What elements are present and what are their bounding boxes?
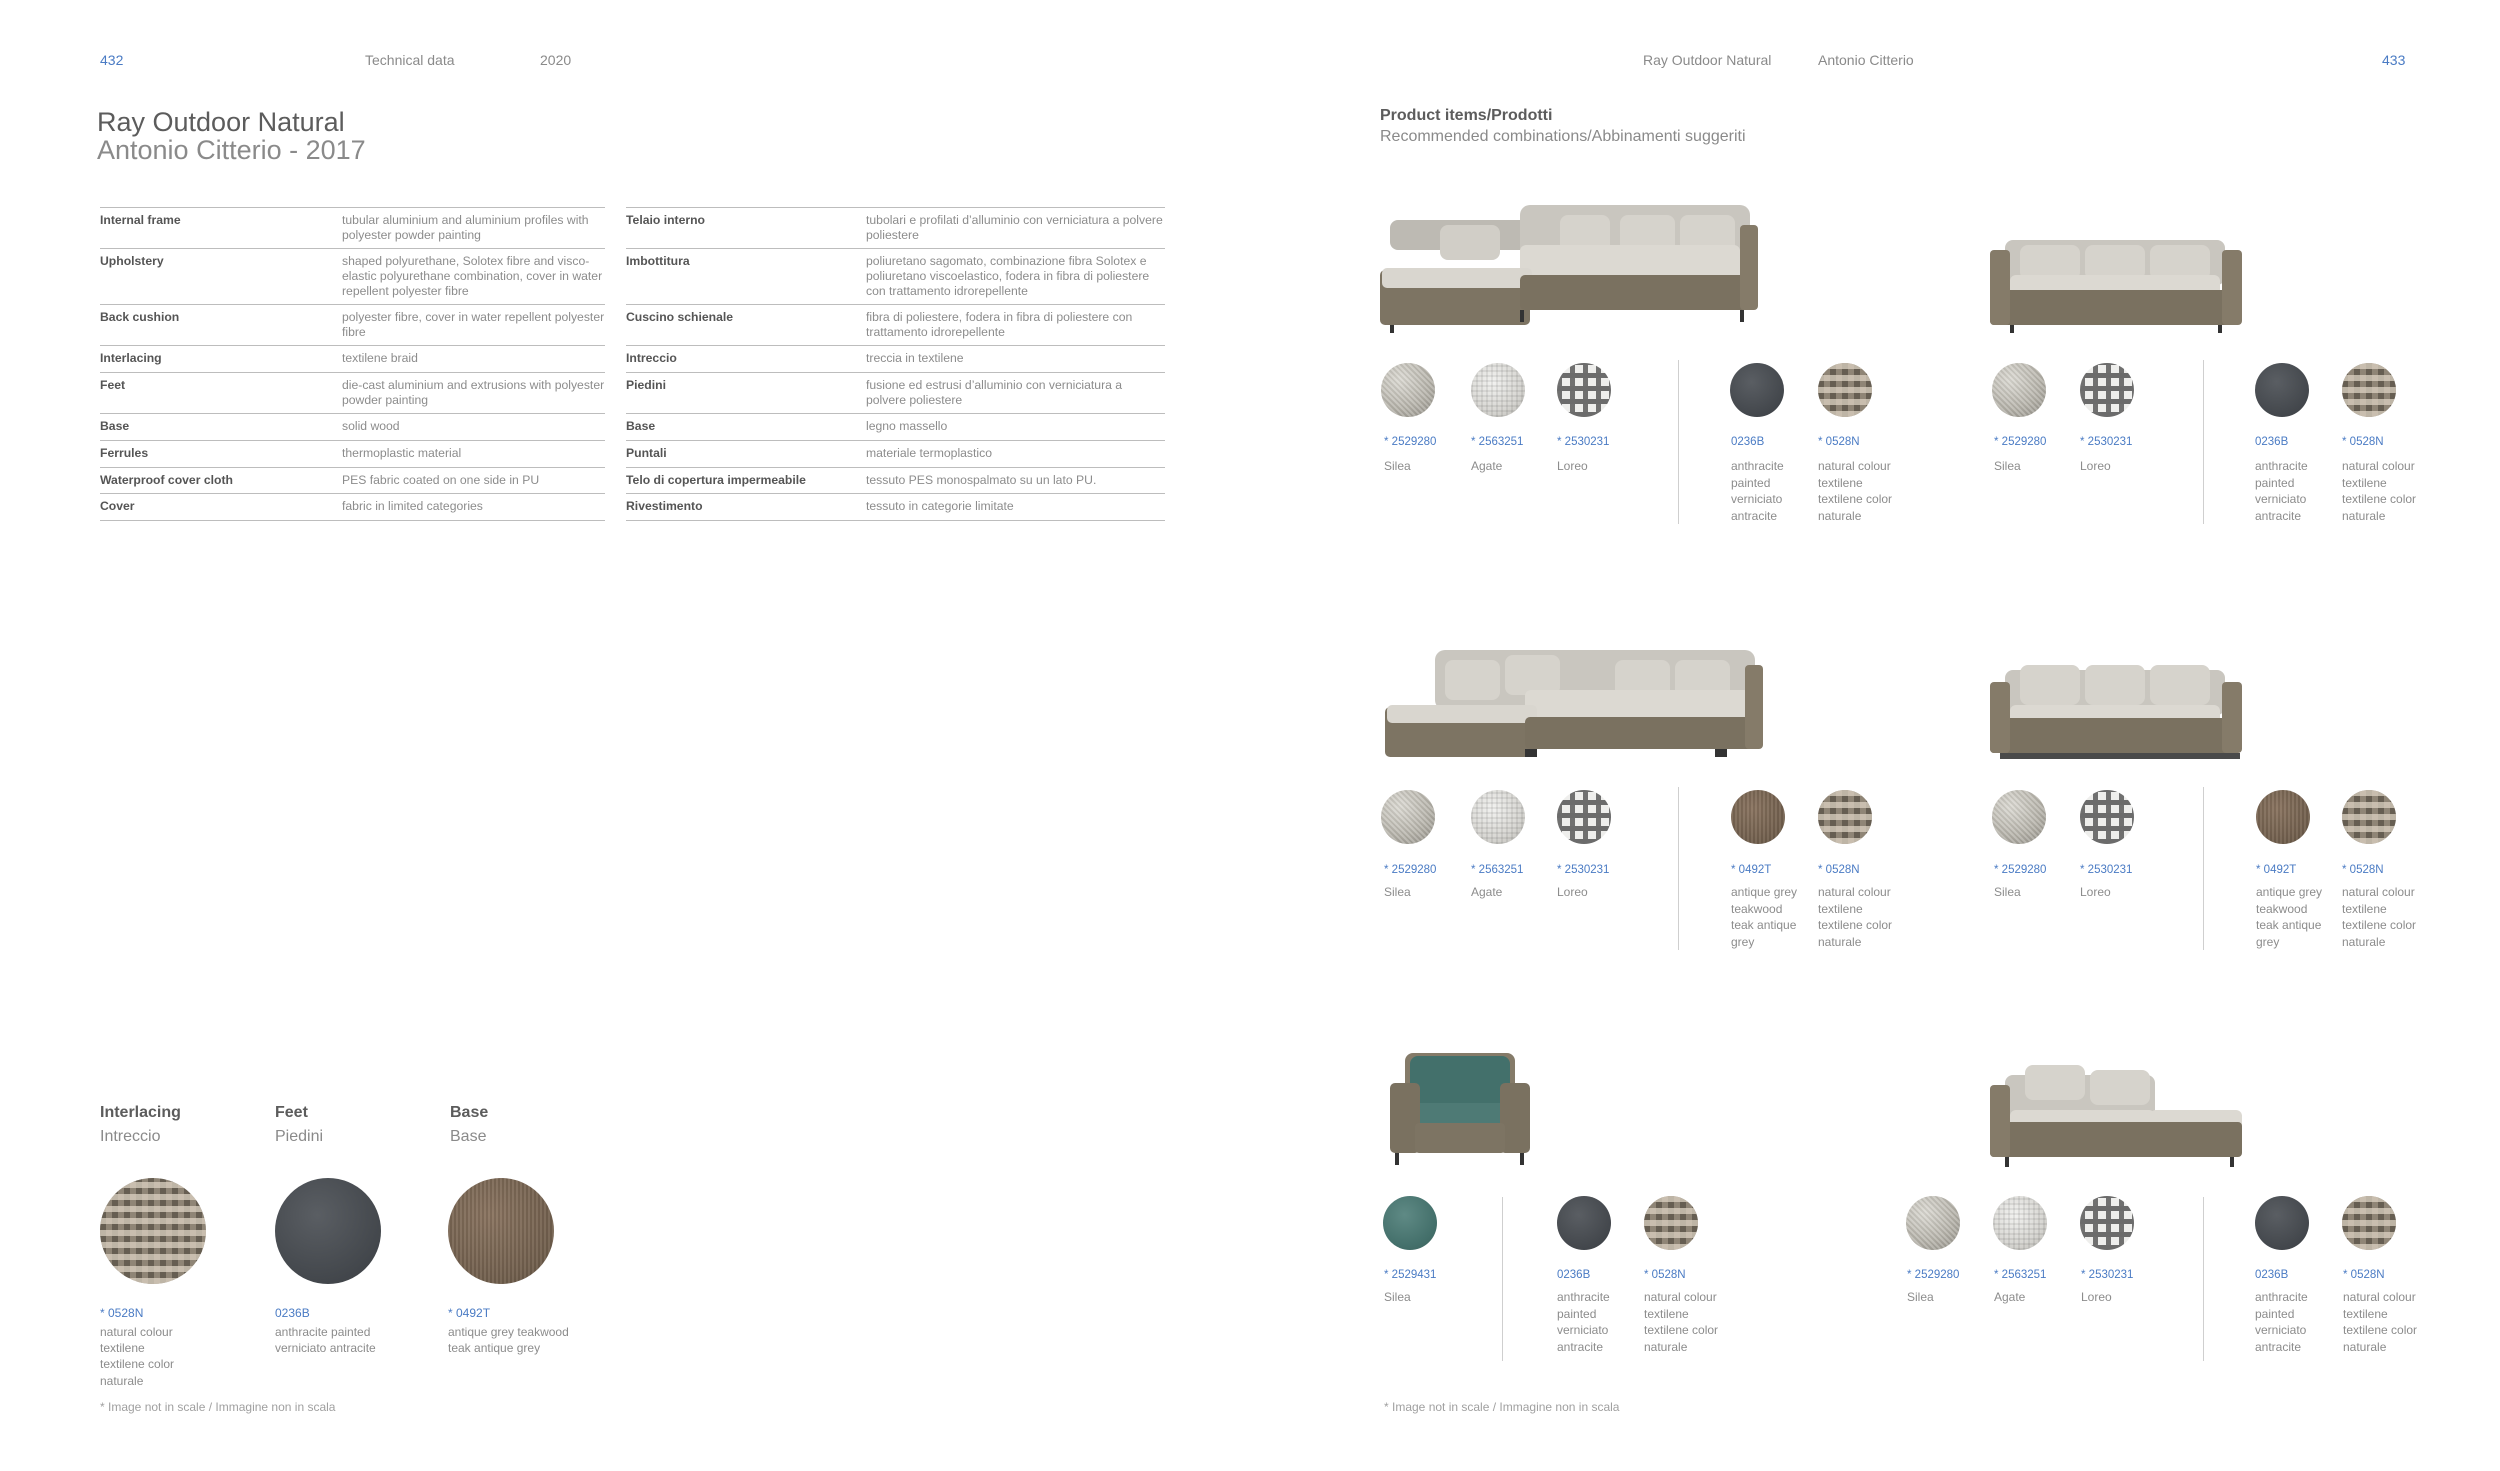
swatch-desc: natural colour textilene textilene color naturale	[2343, 1290, 2418, 1354]
finish-base	[450, 1104, 488, 1146]
swatch-desc: natural colour textilene textilene color naturale	[1818, 885, 1893, 949]
spec-label: Interlacing	[100, 346, 342, 373]
spec-value: polyester fibre, cover in water repellent polyester fibre	[342, 305, 605, 346]
page-number-left: 432	[100, 52, 124, 68]
spec-label: Rivestimento	[626, 494, 866, 521]
swatch-code: * 0528N	[1818, 864, 1860, 876]
swatch-code: 0236B	[1557, 1269, 1591, 1281]
swatch-loreo	[1557, 790, 1611, 844]
spec-row	[626, 346, 1165, 373]
year-label: 2020	[540, 52, 572, 68]
swatch-silea	[1992, 363, 2046, 417]
swatch-name: Silea	[1384, 1290, 1411, 1304]
swatch-agate	[1471, 790, 1525, 844]
swatch-anthracite	[2255, 1196, 2309, 1250]
spec-row	[626, 373, 1165, 414]
base-code: * 0492T	[448, 1306, 491, 1320]
corner-sofa-illustration-1	[1380, 200, 1765, 335]
spec-row	[100, 494, 605, 521]
spec-label: Piedini	[626, 373, 866, 414]
spec-value: legno massello	[866, 414, 1165, 441]
spec-label: Upholstery	[100, 249, 342, 305]
base-desc: antique grey teakwood teak antique grey	[448, 1325, 569, 1356]
swatch-code: * 0492T	[2256, 864, 2297, 876]
swatch-name: Loreo	[1557, 459, 1588, 473]
spec-row	[100, 441, 605, 468]
swatch-teak	[1731, 790, 1785, 844]
divider	[2203, 787, 2204, 950]
swatch-silea	[1381, 790, 1435, 844]
spec-value: materiale termoplastico	[866, 441, 1165, 468]
product-heading	[97, 108, 366, 165]
spec-row	[626, 494, 1165, 521]
spec-row	[626, 414, 1165, 441]
spec-row	[626, 305, 1165, 346]
spec-value: tubolari e profilati d’alluminio con verniciatura a polvere poliestere	[866, 208, 1165, 249]
spec-table-italian	[626, 207, 1165, 521]
spec-label: Internal frame	[100, 208, 342, 249]
swatch-agate	[1471, 363, 1525, 417]
section-label: Technical data	[365, 52, 455, 68]
swatch-code: * 2530231	[2080, 436, 2133, 448]
spec-label: Imbottitura	[626, 249, 866, 305]
swatch-code: * 2530231	[1557, 436, 1610, 448]
swatch-name: Loreo	[2080, 459, 2111, 473]
interlacing-swatch	[100, 1178, 206, 1284]
spec-value: treccia in textilene	[866, 346, 1165, 373]
swatch-loreo	[1557, 363, 1611, 417]
swatch-silea	[1992, 790, 2046, 844]
swatch-code: * 0492T	[1731, 864, 1772, 876]
finish-feet-subtitle: Piedini	[275, 1128, 324, 1145]
spec-value: tessuto PES monospalmato su un lato PU.	[866, 467, 1165, 494]
swatch-code: * 2530231	[1557, 864, 1610, 876]
footnote-left: * Image not in scale / Immagine non in scala	[100, 1400, 336, 1414]
swatch-desc: anthracite painted verniciato antracite	[2255, 1290, 2308, 1354]
swatch-natural	[1644, 1196, 1698, 1250]
swatch-agate	[1993, 1196, 2047, 1250]
spec-value: fibra di poliestere, fodera in fibra di poliestere con trattamento idrorepellente	[866, 305, 1165, 346]
header-product-name: Ray Outdoor Natural	[1643, 52, 1772, 68]
spec-row	[626, 249, 1165, 305]
swatch-loreo	[2080, 363, 2134, 417]
spec-value: die-cast aluminium and extrusions with polyester powder painting	[342, 373, 605, 414]
finish-interlacing	[100, 1104, 181, 1146]
swatch-code: * 2563251	[1471, 436, 1524, 448]
spec-value: tubular aluminium and aluminium profiles with polyester powder painting	[342, 208, 605, 249]
swatch-desc: antique grey teakwood teak antique grey	[1731, 885, 1798, 949]
swatch-teak	[2256, 790, 2310, 844]
swatch-code: * 2563251	[1471, 864, 1524, 876]
swatch-code: 0236B	[2255, 1269, 2289, 1281]
armchair-illustration	[1390, 1048, 1530, 1168]
swatch-code: * 2530231	[2081, 1269, 2134, 1281]
swatch-code: * 2530231	[2080, 864, 2133, 876]
swatch-natural	[1818, 790, 1872, 844]
interlacing-code: * 0528N	[100, 1306, 144, 1320]
swatch-name: Agate	[1994, 1290, 2026, 1304]
swatch-silea	[1906, 1196, 1960, 1250]
product-items-title: Product items/Prodotti	[1380, 107, 1553, 124]
swatch-loreo	[2080, 790, 2134, 844]
spec-value: solid wood	[342, 414, 605, 441]
swatch-name: Silea	[1907, 1290, 1934, 1304]
spec-value: PES fabric coated on one side in PU	[342, 467, 605, 494]
divider	[1678, 360, 1679, 524]
spec-row	[626, 208, 1165, 249]
swatch-name: Loreo	[2080, 885, 2111, 899]
swatch-natural	[2342, 363, 2396, 417]
spec-label: Cuscino schienale	[626, 305, 866, 346]
spec-value: fabric in limited categories	[342, 494, 605, 521]
swatch-code: * 2529431	[1384, 1269, 1437, 1281]
spec-row	[100, 208, 605, 249]
spec-value: thermoplastic material	[342, 441, 605, 468]
spec-row	[100, 414, 605, 441]
swatch-name: Loreo	[2081, 1290, 2112, 1304]
divider	[2203, 360, 2204, 524]
swatch-natural	[1818, 363, 1872, 417]
header-designer: Antonio Citterio	[1818, 52, 1914, 68]
swatch-name: Agate	[1471, 459, 1503, 473]
spec-row	[100, 305, 605, 346]
feet-desc: anthracite painted verniciato antracite	[275, 1325, 376, 1356]
swatch-loreo	[2080, 1196, 2134, 1250]
swatch-desc: natural colour textilene textilene color naturale	[1644, 1290, 1719, 1354]
spec-row	[626, 441, 1165, 468]
finish-interlacing-title: Interlacing	[100, 1104, 181, 1121]
spec-label: Waterproof cover cloth	[100, 467, 342, 494]
finish-base-subtitle: Base	[450, 1128, 487, 1145]
swatch-code: * 2529280	[1907, 1269, 1960, 1281]
recommended-combinations-subtitle: Recommended combinations/Abbinamenti suggeriti	[1380, 128, 1746, 145]
product-title: Ray Outdoor Natural	[97, 107, 345, 137]
swatch-anthracite	[1557, 1196, 1611, 1250]
spec-value: tessuto in categorie limitate	[866, 494, 1165, 521]
spec-label: Base	[100, 414, 342, 441]
swatch-desc: anthracite painted verniciato antracite	[2255, 459, 2308, 523]
swatch-code: * 0528N	[1644, 1269, 1686, 1281]
swatch-green	[1383, 1196, 1437, 1250]
spec-value: fusione ed estrusi d’alluminio con verniciatura a polvere poliestere	[866, 373, 1165, 414]
swatch-code: * 2529280	[1384, 864, 1437, 876]
swatch-name: Loreo	[1557, 885, 1588, 899]
spec-label: Intreccio	[626, 346, 866, 373]
finish-feet	[275, 1104, 323, 1146]
swatch-code: * 0528N	[2343, 1269, 2385, 1281]
swatch-natural	[2342, 790, 2396, 844]
swatch-desc: natural colour textilene textilene color naturale	[2342, 459, 2417, 523]
right-heading	[1380, 107, 1746, 146]
swatch-desc: anthracite painted verniciato antracite	[1731, 459, 1784, 523]
spec-value: shaped polyurethane, Solotex fibre and visco-elastic polyurethane combination, cover in water repellent polyester fibre	[342, 249, 605, 305]
footnote-right: * Image not in scale / Immagine non in scala	[1384, 1400, 1620, 1414]
page-number-right: 433	[2382, 52, 2406, 68]
swatch-code: 0236B	[1731, 436, 1765, 448]
spec-label: Telaio interno	[626, 208, 866, 249]
swatch-desc: anthracite painted verniciato antracite	[1557, 1290, 1610, 1354]
swatch-natural	[2342, 1196, 2396, 1250]
finish-base-title: Base	[450, 1104, 489, 1121]
interlacing-desc: natural colour textilene textilene color naturale	[100, 1325, 175, 1388]
product-subtitle: Antonio Citterio - 2017	[97, 135, 366, 166]
sofa-illustration-1	[1990, 230, 2245, 335]
swatch-anthracite	[2255, 363, 2309, 417]
spec-row	[100, 467, 605, 494]
swatch-desc: natural colour textilene textilene color naturale	[1818, 459, 1893, 523]
swatch-code: * 2529280	[1994, 436, 2047, 448]
finish-feet-title: Feet	[275, 1104, 308, 1121]
sofa-illustration-2	[1990, 660, 2245, 765]
swatch-name: Silea	[1384, 885, 1411, 899]
spec-table-english	[100, 207, 605, 521]
swatch-code: * 0528N	[2342, 864, 2384, 876]
divider	[1502, 1197, 1503, 1361]
base-swatch	[448, 1178, 554, 1284]
swatch-name: Agate	[1471, 885, 1503, 899]
finish-interlacing-subtitle: Intreccio	[100, 1128, 161, 1145]
swatch-code: * 0528N	[2342, 436, 2384, 448]
swatch-code: 0236B	[2255, 436, 2289, 448]
feet-swatch	[275, 1178, 381, 1284]
spec-row	[626, 467, 1165, 494]
swatch-silea	[1381, 363, 1435, 417]
spec-row	[100, 249, 605, 305]
swatch-name: Silea	[1384, 459, 1411, 473]
spec-value: poliuretano sagomato, combinazione fibra Solotex e poliuretano viscoelastico, fodera in fibra di poliestere con trattamento idrorepellente	[866, 249, 1165, 305]
swatch-desc: antique grey teakwood teak antique grey	[2256, 885, 2323, 949]
chaise-sofa-illustration	[1990, 1060, 2245, 1170]
spec-row	[100, 346, 605, 373]
swatch-name: Silea	[1994, 459, 2021, 473]
spec-label: Back cushion	[100, 305, 342, 346]
swatch-code: * 2529280	[1994, 864, 2047, 876]
swatch-desc: natural colour textilene textilene color naturale	[2342, 885, 2417, 949]
divider	[1678, 787, 1679, 950]
spec-label: Telo di copertura impermeabile	[626, 467, 866, 494]
spec-label: Cover	[100, 494, 342, 521]
swatch-code: * 0528N	[1818, 436, 1860, 448]
swatch-code: * 2529280	[1384, 436, 1437, 448]
corner-sofa-illustration-2	[1385, 635, 1770, 765]
feet-code: 0236B	[275, 1306, 310, 1320]
spec-label: Base	[626, 414, 866, 441]
spec-label: Feet	[100, 373, 342, 414]
swatch-code: * 2563251	[1994, 1269, 2047, 1281]
spec-label: Ferrules	[100, 441, 342, 468]
spec-label: Puntali	[626, 441, 866, 468]
swatch-name: Silea	[1994, 885, 2021, 899]
swatch-anthracite	[1730, 363, 1784, 417]
spec-row	[100, 373, 605, 414]
spec-value: textilene braid	[342, 346, 605, 373]
divider	[2203, 1197, 2204, 1361]
